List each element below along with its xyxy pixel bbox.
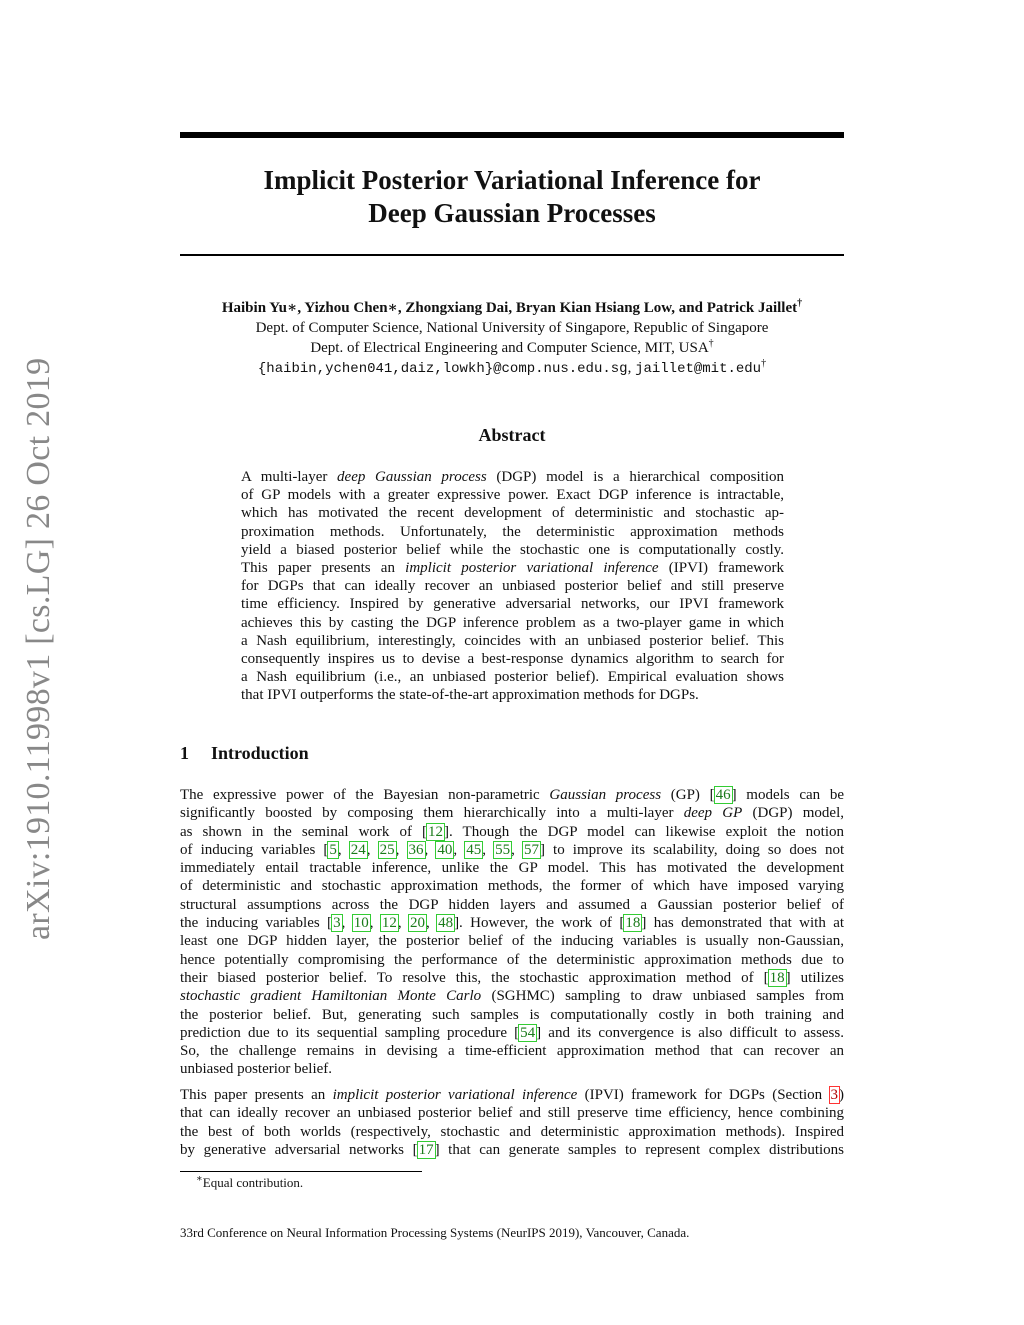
- section-heading-introduction: [180, 743, 309, 764]
- abstract-text-run: (IPVI) framework: [658, 560, 784, 577]
- arxiv-sidebar-id: arXiv:1910.11998v1 [cs.LG] 26 Oct 2019: [20, 357, 57, 940]
- dagger-mark: †: [761, 358, 767, 369]
- citation-link[interactable]: 36: [408, 841, 424, 858]
- email-mit[interactable]: jaillet@mit.edu: [635, 361, 762, 377]
- section-ref-link[interactable]: 3: [830, 1087, 839, 1103]
- citation-link[interactable]: 18: [769, 969, 785, 986]
- citation-link[interactable]: 12: [381, 915, 397, 932]
- citation-link[interactable]: 5: [329, 841, 337, 858]
- author-names: [150, 298, 874, 318]
- footnote-text: Equal contribution.: [202, 1175, 304, 1190]
- abstract-line: that IPVI outperforms the state-of-the-art approximation methods for DGPs.: [241, 687, 699, 704]
- paragraph-line: stochastic gradient Hamiltonian Monte Carlo (SGHMC) sampling to draw unbiased samples from: [180, 988, 844, 1005]
- section-number: 1: [180, 743, 189, 763]
- footnote: [196, 1175, 303, 1191]
- paragraph-line: as shown in the seminal work of [12]. Though the DGP model can likewise exploit the notion: [180, 823, 844, 840]
- abstract-line: [241, 468, 784, 486]
- author-emails: {haibin,ychen041,daiz,lowkh}@comp.nus.edu.sg, jaillet@mit.edu†: [257, 358, 767, 377]
- dagger-mark: †: [708, 338, 714, 349]
- paragraph-line: that can ideally recover an unbiased posterior belief and still preserve time efficiency, hence combining: [180, 1105, 844, 1122]
- abstract-line: for DGPs that can ideally recover an unbiased posterior belief and still preserve: [241, 578, 784, 595]
- email-nus[interactable]: {haibin,ychen041,daiz,lowkh}@comp.nus.edu.sg: [257, 361, 628, 377]
- venue-line: 33rd Conference on Neural Information Processing Systems (NeurIPS 2019), Vancouver, Canada.: [180, 1225, 690, 1240]
- paragraph-line: their biased posterior belief. To resolve this, the stochastic approximation method of [18] utilizes: [180, 969, 844, 986]
- abstract-text-run: (DGP) model is a hierarchical composition: [486, 469, 784, 485]
- paragraph-line: of deterministic and stochastic approximation methods, the former of which have imposed varying: [180, 878, 844, 895]
- paragraph-line: This paper presents an implicit posterior variational inference (IPVI) framework for DGPs (Section 3): [180, 1087, 845, 1103]
- affiliation-mit-text: Dept. of Electrical Engineering and Computer Science, MIT, USA: [310, 340, 709, 356]
- paragraph-line: least one DGP hidden layer, the posterior belief of the inducing variables is usually non-Gaussian,: [180, 933, 844, 950]
- abstract-emphasis: implicit posterior variational inference: [405, 560, 659, 577]
- title-top-rule: [180, 132, 844, 138]
- abstract-line: achieves this by casting the DGP inference problem as a two-player game in which: [241, 614, 784, 631]
- paragraph-line: unbiased posterior belief.: [180, 1061, 333, 1078]
- citation-link[interactable]: 20: [409, 915, 425, 932]
- paragraph-line: by generative adversarial networks [17] that can generate samples to represent complex distributions: [180, 1141, 844, 1158]
- paragraph-line: the posterior belief. But, generating such samples is computationally costly in both training and: [180, 1006, 844, 1023]
- title-bottom-rule: [180, 254, 844, 256]
- citation-link[interactable]: 12: [428, 823, 443, 840]
- citation-link[interactable]: 54: [520, 1024, 536, 1041]
- abstract-line: time efficiency. Inspired by generative adversarial networks, our IPVI framework: [241, 596, 784, 613]
- citation-link[interactable]: 40: [437, 841, 453, 858]
- title-line-1: Implicit Posterior Variational Inference for: [263, 165, 761, 195]
- abstract-line: proximation methods. Unfortunately, the deterministic approximation methods: [241, 523, 784, 540]
- affiliation-nus: Dept. of Computer Science, National University of Singapore, Republic of Singapore: [255, 320, 769, 336]
- paragraph-line: hence potentially compromising the performance of the deterministic approximation methods due to: [180, 951, 844, 968]
- paper-title: [180, 164, 844, 230]
- citation-link[interactable]: 24: [350, 841, 366, 858]
- intro-paragraph-1: [180, 786, 844, 1079]
- section-title: Introduction: [211, 743, 309, 763]
- paragraph-line: prediction due to its sequential sampling procedure [54] and its convergence is also difficult to assess.: [180, 1024, 844, 1041]
- abstract-text-run: This paper presents an: [241, 560, 406, 577]
- paragraph-line: So, the challenge remains in devising a time-efficient approximation method that can recover an: [180, 1043, 844, 1060]
- citation-link[interactable]: 46: [715, 787, 731, 803]
- author-block: [150, 298, 874, 379]
- intro-paragraph-2: [180, 1086, 844, 1159]
- paragraph-line: The expressive power of the Bayesian non-parametric Gaussian process (GP) [46] models can be: [180, 787, 844, 803]
- abstract-line: consequently inspires us to devise a best-response dynamics algorithm to search for: [241, 651, 784, 668]
- citation-link[interactable]: 10: [353, 915, 369, 932]
- citation-link[interactable]: 57: [523, 841, 539, 858]
- abstract-emphasis: deep Gaussian process: [337, 469, 487, 485]
- abstract-line: a Nash equilibrium, interestingly, coincides with an unbiased posterior belief. This: [241, 632, 784, 649]
- paragraph-line: of inducing variables [5, 24, 25, 36, 40, 45, 55, 57] to improve its scalability, doing so does not: [180, 841, 845, 858]
- citation-link[interactable]: 55: [495, 841, 511, 858]
- citation-link[interactable]: 18: [625, 915, 641, 932]
- abstract-line: [241, 559, 784, 577]
- paragraph-line: significantly boosted by composing them hierarchically into a multi-layer deep GP (DGP) model,: [180, 805, 845, 822]
- abstract-line: which has motivated the recent development of deterministic and stochastic ap-: [241, 505, 784, 522]
- citation-link[interactable]: 3: [333, 915, 341, 932]
- paragraph-line: immediately entail tractable inference, unlike the GP model. This has motivated the development: [180, 860, 844, 877]
- abstract-line: of GP models with a greater expressive power. Exact DGP inference is intractable,: [241, 487, 784, 504]
- paragraph-line: structural assumptions across the DGP hidden layers and assumed a Gaussian posterior belief of: [180, 896, 844, 913]
- citation-link[interactable]: 48: [438, 915, 454, 932]
- citation-link[interactable]: 45: [466, 841, 482, 858]
- footnote-mark: ∗: [196, 1173, 203, 1185]
- title-line-2: Deep Gaussian Processes: [368, 198, 656, 228]
- abstract-text-run: A multi-layer: [241, 469, 338, 485]
- affiliation-mit: [150, 338, 874, 358]
- citation-link[interactable]: 25: [379, 841, 395, 858]
- citation-link[interactable]: 17: [418, 1141, 434, 1158]
- abstract-text: [241, 468, 784, 705]
- paragraph-line: the inducing variables [3, 10, 12, 20, 48]. However, the work of [18] has demonstrated that with at: [180, 915, 845, 932]
- dagger-mark: †: [797, 298, 803, 309]
- abstract-line: a Nash equilibrium (i.e., an unbiased posterior belief). Empirical evaluation shows: [241, 669, 784, 686]
- paragraph-line: the best of both worlds (respectively, stochastic and deterministic approximation methods). Inspired: [180, 1123, 844, 1140]
- abstract-heading: Abstract: [478, 425, 546, 445]
- footnote-rule: [180, 1171, 422, 1172]
- author-list: Haibin Yu∗, Yizhou Chen∗, Zhongxiang Dai, Bryan Kian Hsiang Low, and Patrick Jaillet: [221, 300, 798, 316]
- abstract-line: yield a biased posterior belief while the stochastic one is computationally costly.: [241, 541, 784, 558]
